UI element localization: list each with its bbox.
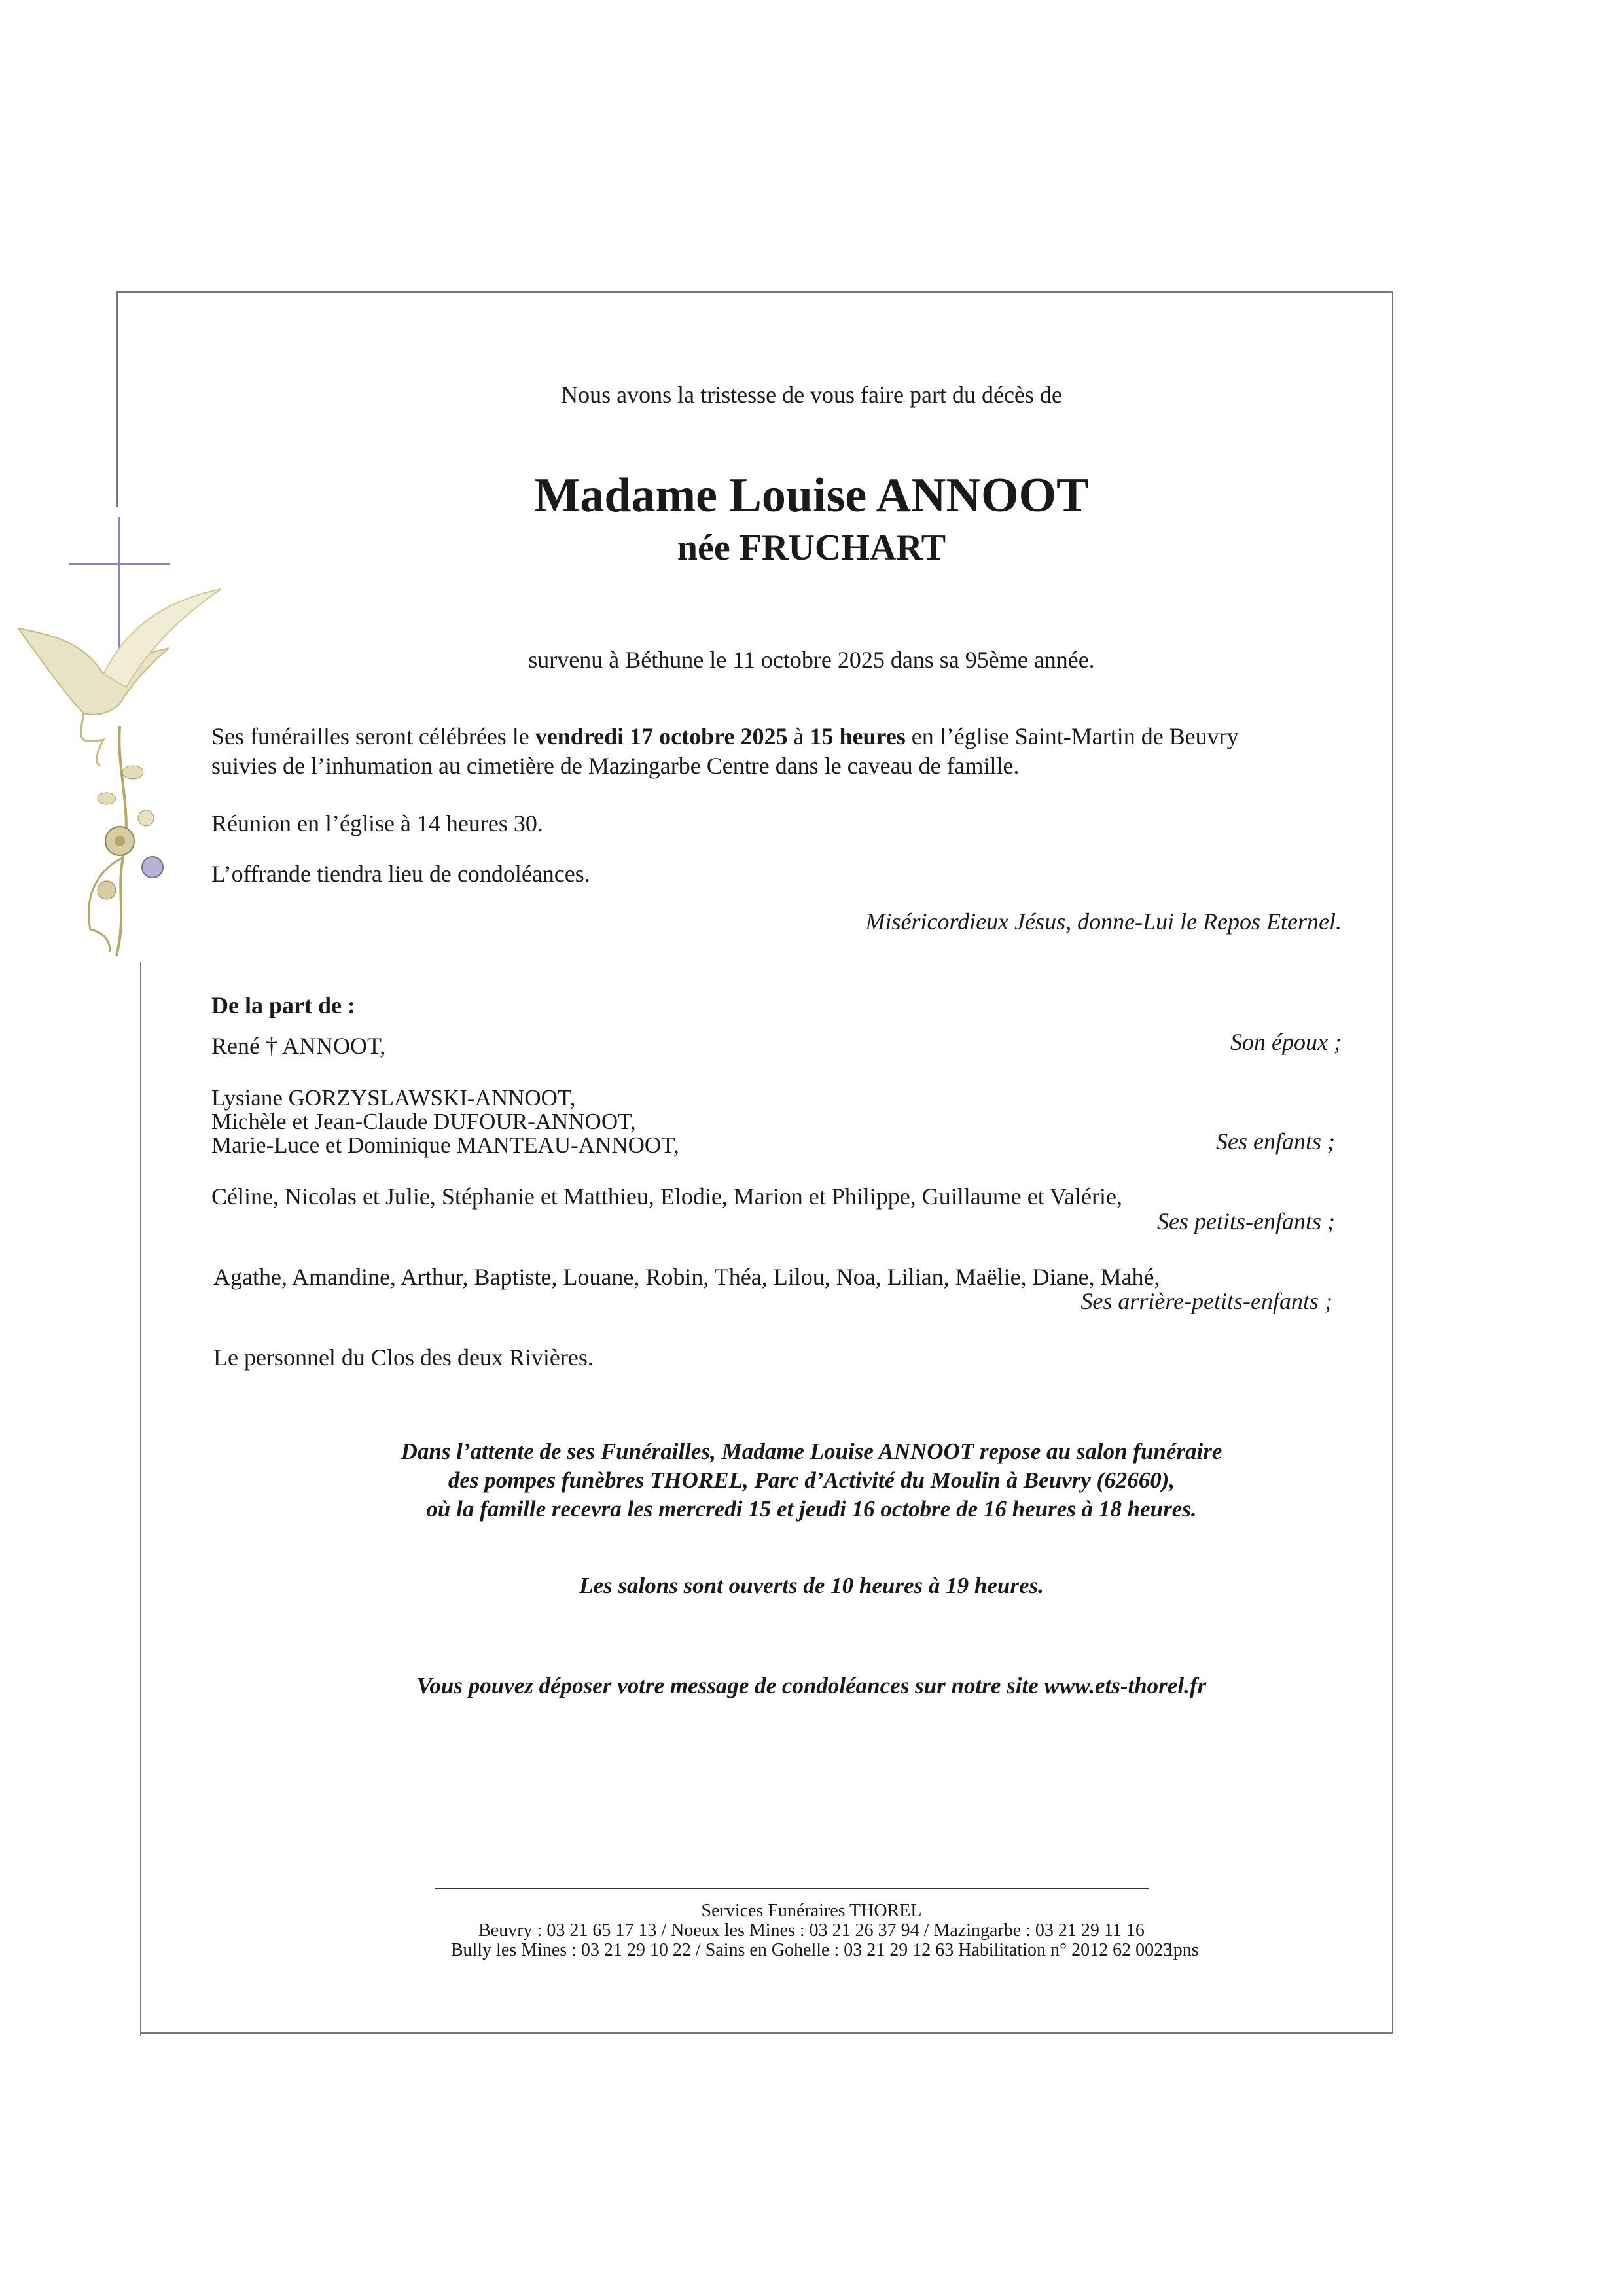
prayer-text: Miséricordieux Jésus, donne-Lui le Repos Eternel.: [865, 908, 1342, 935]
staff-text: Le personnel du Clos des deux Rivières.: [213, 1344, 594, 1371]
footer-phones-2: Bully les Mines : 03 21 29 10 22 / Sains en Gohelle : 03 21 29 12 63 Habilitation n° 2012 62 0023: [450, 1940, 1173, 1960]
dove-and-flowers-icon: [12, 576, 221, 969]
child-3: Marie-Luce et Dominique MANTEAU-ANNOOT,: [211, 1132, 679, 1158]
grandchildren-role: Ses petits-enfants ;: [1157, 1208, 1335, 1234]
child-1: Lysiane GORZYSLAWSKI-ANNOOT,: [211, 1085, 576, 1111]
notice-line-2: des pompes funèbres THOREL, Parc d’Activité du Moulin à Beuvry (62660),: [448, 1467, 1175, 1493]
spouse-name: René † ANNOOT,: [211, 1033, 386, 1059]
maiden-name: née FRUCHART: [677, 528, 946, 568]
frame-top-border: [116, 291, 1393, 293]
condolences-website: Vous pouvez déposer votre message de condoléances sur notre site www.ets-thorel.fr: [416, 1673, 1207, 1698]
footer-company: Services Funéraires THOREL: [701, 1901, 922, 1921]
grandchildren-list: Céline, Nicolas et Julie, Stéphanie et Matthieu, Elodie, Marion et Philippe, Guillaume et Valérie,: [211, 1183, 1122, 1210]
salons-hours: Les salons sont ouverts de 10 heures à 19 heures.: [579, 1573, 1044, 1598]
funeral-line-1: Ses funérailles seront célébrées le vendredi 17 octobre 2025 à 15 heures en l’église Saint-Martin de Beuvry: [211, 723, 1239, 749]
notice-line-1: Dans l’attente de ses Funérailles, Madame Louise ANNOOT repose au salon funéraire: [401, 1439, 1222, 1464]
spouse-role: Son époux ;: [1230, 1029, 1342, 1055]
reunion-text: Réunion en l’église à 14 heures 30.: [211, 810, 543, 836]
offrande-text: L’offrande tiendra lieu de condoléances.: [211, 861, 590, 887]
intro-text: Nous avons la tristesse de vous faire part du décès de: [561, 382, 1062, 408]
great-grandchildren-role: Ses arrière-petits-enfants ;: [1080, 1288, 1332, 1314]
deceased-name: Madame Louise ANNOOT: [534, 469, 1089, 522]
great-grandchildren-list: Agathe, Amandine, Arthur, Baptiste, Louane, Robin, Théa, Lilou, Noa, Lilian, Maëlie, Diane, Mahé,: [213, 1264, 1160, 1290]
child-2: Michèle et Jean-Claude DUFOUR-ANNOOT,: [211, 1109, 636, 1134]
family-heading: De la part de :: [211, 992, 355, 1018]
children-role: Ses enfants ;: [1216, 1128, 1335, 1155]
notice-line-3: où la famille recevra les mercredi 15 et jeudi 16 octobre de 16 heures à 18 heures.: [426, 1496, 1197, 1522]
frame-bottom-border: [140, 2032, 1393, 2034]
footer-phones-1: Beuvry : 03 21 65 17 13 / Noeux les Mines : 03 21 26 37 94 / Mazingarbe : 03 21 29 11 16: [478, 1920, 1145, 1941]
footer-mark: ipns: [1168, 1940, 1199, 1960]
footer-divider: [435, 1888, 1149, 1889]
funeral-line-2: suivies de l’inhumation au cimetière de Mazingarbe Centre dans le caveau de famille.: [211, 753, 1020, 779]
death-info: survenu à Béthune le 11 octobre 2025 dans sa 95ème année.: [528, 647, 1095, 673]
